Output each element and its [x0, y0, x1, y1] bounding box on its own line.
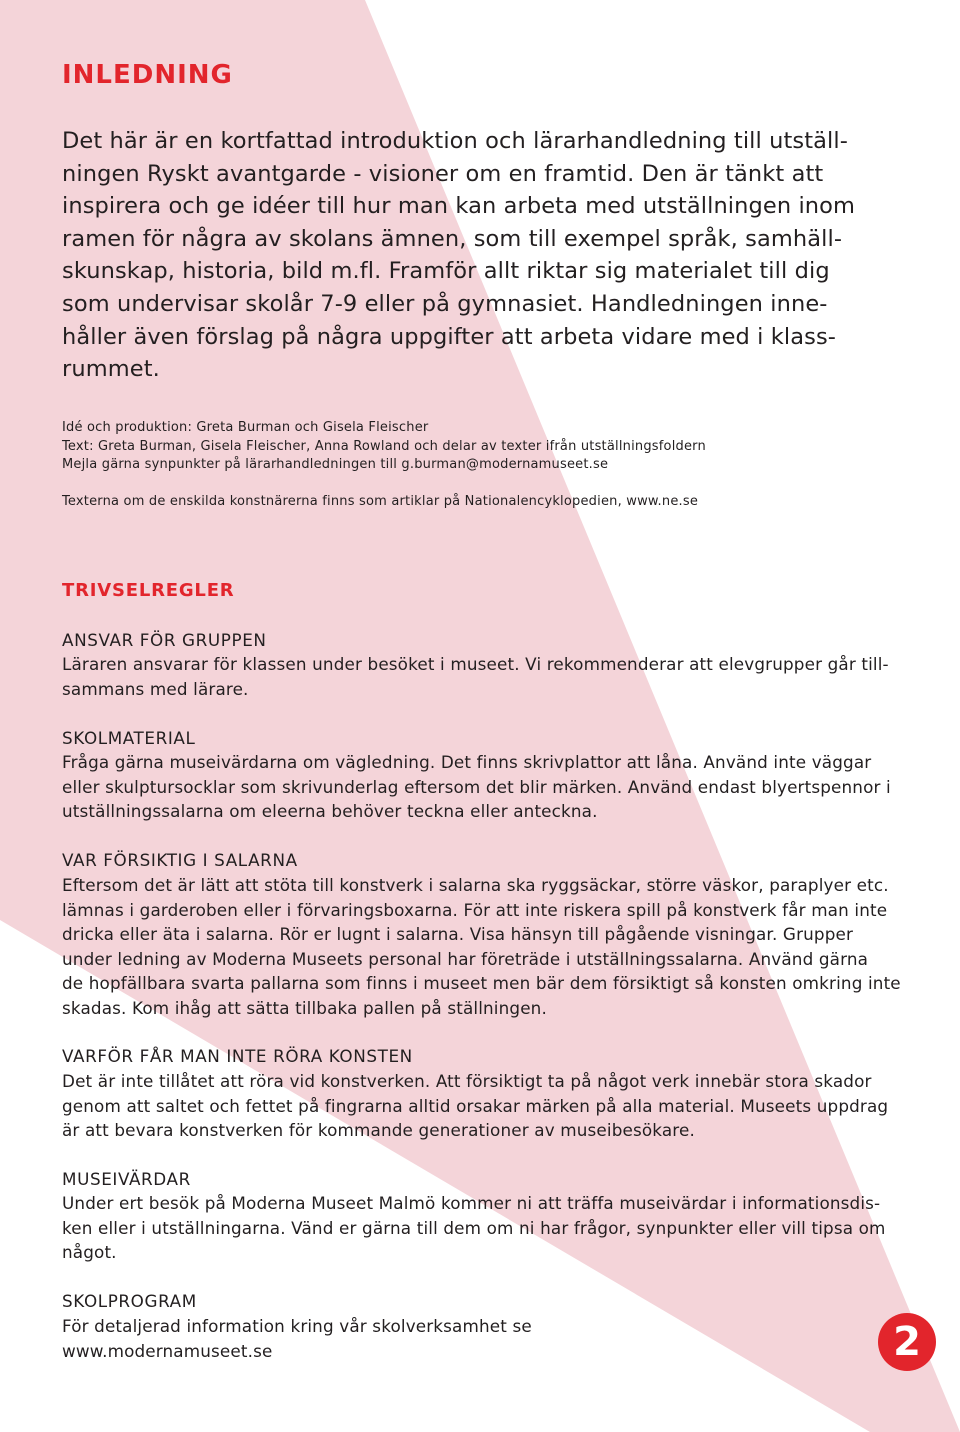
rule-heading-school-material: SKOLMATERIAL: [62, 728, 196, 748]
credits-line: Text: Greta Burman, Gisela Fleischer, Anna Rowland och delar av texter ifrån utställningsfoldern: [62, 438, 706, 454]
rule-line: www.modernamuseet.se: [62, 1340, 273, 1361]
rule-body-group-responsibility: [62, 652, 889, 701]
rule-line: utställningssalarna om eleerna behöver teckna eller anteckna.: [62, 801, 598, 821]
intro-line: rummet.: [62, 356, 160, 383]
rule-line: Fråga gärna museivärdarna om vägledning. Det finns skrivplattor att låna. Använd inte väggar: [62, 752, 872, 772]
intro-line: ningen Ryskt avantgarde - visioner om en framtid. Den är tänkt att: [62, 160, 824, 187]
rule-body-school-material: [62, 750, 891, 824]
intro-line: som undervisar skolår 7-9 eller på gymnasiet. Handledningen inne-: [62, 290, 828, 317]
credits-line: Mejla gärna synpunkter på lärarhandledningen till g.burman@modernamuseet.se: [62, 457, 609, 473]
rules-title: TRIVSELREGLER: [62, 580, 235, 601]
rule-line: de hopfällbara svarta pallarna som finns i museet men bär dem försiktigt så konsten omkring inte: [62, 973, 901, 993]
rule-line: något.: [62, 1242, 117, 1262]
rule-line: Läraren ansvarar för klassen under besöket i museet. Vi rekommenderar att elevgrupper går till-: [62, 654, 889, 674]
rule-line: skadas. Kom ihåg att sätta tillbaka pallen på ställningen.: [62, 997, 547, 1018]
encyclopedia-note: Texterna om de enskilda konstnärerna finns som artiklar på Nationalencyklopedien, www.ne.se: [62, 494, 699, 509]
rule-line: eller skulptursocklar som skrivunderlag eftersom det blir märken. Använd endast blyertspennor i: [62, 776, 891, 797]
rule-body-school-program: [62, 1314, 532, 1363]
intro-line: håller även förslag på några uppgifter att arbeta vidare med i klass-: [62, 323, 837, 350]
rule-heading-school-program: SKOLPROGRAM: [62, 1291, 197, 1311]
rule-line: dricka eller äta i salarna. Rör er lugnt i salarna. Visa hänsyn till pågående visningar. Grupper: [62, 924, 854, 944]
rule-heading-careful-in-halls: VAR FÖRSIKTIG I SALARNA: [62, 850, 298, 870]
rule-line: genom att saltet och fettet på fingrarna alltid orsakar märken på alla material. Museets uppdrag: [62, 1095, 889, 1116]
rule-line: är att bevara konstverken för kommande generationer av museibesökare.: [62, 1120, 695, 1140]
rule-line: lämnas i garderoben eller i förvaringsboxarna. För att inte riskera spill på konstverk får man inte: [62, 899, 888, 920]
credits-line: Idé och produktion: Greta Burman och Gisela Fleischer: [62, 420, 429, 435]
intro-line: ramen för några av skolans ämnen, som till exempel språk, samhäll-: [62, 225, 843, 252]
rule-line: sammans med lärare.: [62, 678, 249, 699]
rule-line: Det är inte tillåtet att röra vid konstverken. Att försiktigt ta på något verk innebär stora skador: [62, 1071, 872, 1091]
rule-line: Eftersom det är lätt att stöta till konstverk i salarna ska ryggsäckar, större väskor, paraplyer etc.: [62, 875, 889, 895]
intro-line: Det här är en kortfattad introduktion och lärarhandledning till utställ-: [62, 128, 848, 154]
intro-title: INLEDNING: [62, 60, 233, 90]
rule-line: under ledning av Moderna Museets personal har företräde i utställningssalarna. Använd gärna: [62, 948, 869, 969]
intro-line: skunskap, historia, bild m.fl. Framför allt riktar sig materialet till dig: [62, 258, 830, 285]
intro-paragraph: [62, 125, 855, 386]
credits-block: [62, 419, 706, 475]
page-number-badge: 2: [878, 1313, 936, 1371]
rule-body-careful-in-halls: [62, 873, 901, 1020]
rule-heading-museum-hosts: MUSEIVÄRDAR: [62, 1169, 191, 1189]
rule-line: Under ert besök på Moderna Museet Malmö kommer ni att träffa museivärdar i informationsdis-: [62, 1193, 881, 1213]
intro-line: inspirera och ge idéer till hur man kan arbeta med utställningen inom: [62, 193, 856, 220]
rule-line: För detaljerad information kring vår skolverksamhet se: [62, 1316, 532, 1336]
rule-body-museum-hosts: [62, 1191, 886, 1265]
rule-line: ken eller i utställningarna. Vänd er gärna till dem om ni har frågor, synpunkter eller vill tipsa om: [62, 1217, 886, 1238]
rule-body-no-touching: [62, 1069, 888, 1143]
rule-heading-group-responsibility: ANSVAR FÖR GRUPPEN: [62, 630, 267, 650]
rule-heading-no-touching: VARFÖR FÅR MAN INTE RÖRA KONSTEN: [62, 1046, 413, 1066]
